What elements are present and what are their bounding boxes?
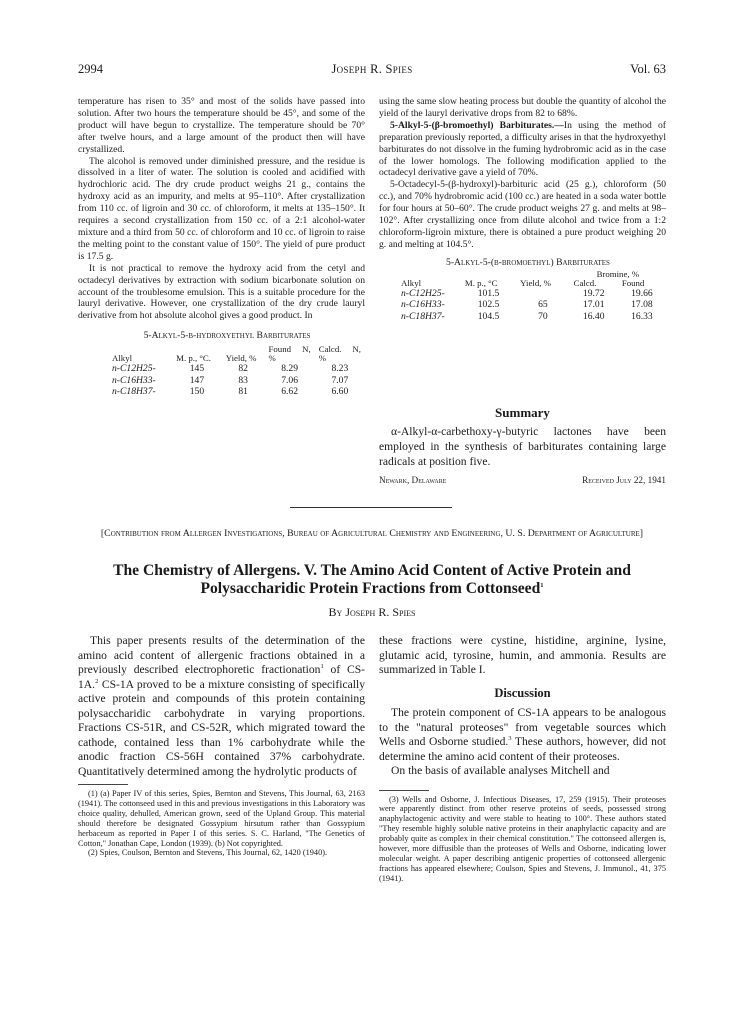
table-cell: 7.07 (331, 374, 349, 386)
table-cell (516, 288, 569, 299)
footnote-rule (379, 790, 429, 791)
table-cell: n-C16H33- (401, 299, 445, 311)
table-caption: 5-Alkyl-5-β-hydroxyethyl Barbiturates (143, 330, 311, 342)
section-run-in-heading: 5-Alkyl-5-(β-bromoethyl) Barbiturates.— (390, 119, 564, 131)
paragraph: The alcohol is removed under diminished pressure, and the residue is dissolved in a liter of water. The solution is cooled and acidified with hydrochloric acid. The dry crude product weighs 21 g., contains the hydroxy acid as an impurity, and melts at 95–110°. After crystallization from 110 cc. of ligroin and 30 cc. of chloroform, it melts at 135–150°. It requires a second crystallization from 150 cc. of a 2:1 alcohol-water mixture and a third from 50 cc. of chloroform and 10 cc. of ligroin to raise the melting point to the constant value of 150°. The yield of pure product is 17.5 g. (78, 155, 365, 262)
summary-text: α-Alkyl-α-carbethoxy-γ-butyric lactones have been employed in the synthesis of barbiturates containing large radicals at position five. (379, 425, 666, 468)
table-row (397, 311, 666, 322)
footnotes (78, 789, 365, 858)
section-divider (290, 507, 452, 508)
table-cell: 70 (538, 310, 548, 322)
upper-left-column (78, 96, 365, 397)
paragraph: The protein component of CS-1A appears to be analogous to the "natural proteoses" from vegetable sources which Wells and Osborne studied.$^3$ These authors, however, did not determine the amino acid content of their proteoses. (379, 706, 666, 763)
table-cell: 147 (189, 374, 205, 386)
table-cell: 16.40 (582, 310, 605, 322)
table-row (108, 363, 365, 374)
table-cell: 65 (538, 299, 548, 311)
table-cell: n-C18H37- (112, 385, 156, 397)
paragraph: 5-Octadecyl-5-(β-hydroxyl)-barbituric acid (25 g.), chloroform (50 cc.), and 70% hydrobromic acid (100 cc.) are heated in a soda water bottle for four hours at 50–60°. The crude product weighs 27 g. and melts at 98–102°. After crystallizing once from dilute alcohol and twice from a 1:2 chloroform-ligroin mixture, there is obtained a pure product weighing 20 g. and melting at 104.5°. (379, 179, 666, 250)
table-header: Found N, % (268, 344, 311, 364)
table-cell: 17.08 (631, 299, 653, 311)
footnotes (379, 795, 666, 884)
table-header: M. p., °C. (176, 353, 211, 364)
footnote-rule (78, 784, 128, 785)
table-cell: 82 (238, 363, 248, 375)
footnote: (1) (a) Paper IV of this series, Spies, Bernton and Stevens, This Journal, 63, 2163 (1941). The cottonseed used in this and previous investigations in this Laboratory was choice quality, dehulled, American grown, seed of the Upland Group. This material should therefore be designated Gossypium hirsutum rather than Gossypium herbaceum as reported in Paper I of this series. S. C. Harland, "The Genetics of Cotton," Jonathan Cape, London (1939). (b) Not copyrighted. (78, 789, 365, 848)
table-cell: n-C12H25- (112, 363, 156, 375)
table-header: Alkyl (112, 353, 133, 364)
table-header: Yield, % (520, 277, 551, 288)
table-cell: 19.66 (631, 287, 653, 299)
received-date: Received July 22, 1941 (582, 475, 666, 485)
table-header: Yield, % (225, 353, 257, 364)
discussion-heading: Discussion (494, 685, 551, 700)
hydroxyethyl-table (108, 345, 365, 397)
upper-right-column (379, 96, 666, 322)
table-header: Alkyl (401, 277, 422, 288)
table-caption: 5-Alkyl-5-(β-bromoethyl) Barbiturates (446, 256, 610, 268)
contribution-note: [Contribution from Allergen Investigations, Bureau of Agricultural Chemistry and Engineering, U. S. Department of Agriculture] (100, 528, 644, 539)
footnote: (3) Wells and Osborne, J. Infectious Diseases, 17, 259 (1915). Their proteoses were apparently distinct from other reserve proteins of seeds, possessed strong anaphylactogenic activity and were stable to heating to 100°. These authors stated "They resemble highly soluble native proteins in their anaphylactic capacity and are probably quite as complex in their chemical constitution." The cottonseed allergen is, however, more diffusible than the proteoses of Wells and Osborne, indicating lower molecular weight. A paper describing antigenic properties of cottonseed allergenic fractions has appeared elsewhere; Coulson, Spies and Stevens, J. Immunol., 41, 375 (1941). (379, 794, 666, 883)
summary-heading: Summary (495, 405, 550, 420)
byline: By Joseph R. Spies (328, 605, 416, 619)
paragraph: It is not practical to remove the hydroxy acid from the cetyl and octadecyl derivatives by extraction with sodium bicarbonate solution on account of the troublesome emulsion. This is a suitable procedure for the lauryl derivative. However, one crystallization of the dry crude lauryl derivative from hot absolute alcohol gives a good product. In (78, 262, 365, 322)
table-cell: 104.5 (477, 310, 500, 322)
footnote: (2) Spies, Coulson, Bernton and Stevens, This Journal, 62, 1420 (1940). (88, 848, 328, 858)
table-cell: n-C12H25- (401, 287, 445, 299)
page-number: 2994 (78, 62, 103, 76)
table-cell: 19.72 (582, 287, 605, 299)
table-cell: 145 (189, 363, 205, 375)
paragraph: using the same slow heating process but double the quantity of alcohol the yield of the lauryl derivative drops from 82 to 68%. (379, 96, 666, 119)
summary-section (379, 405, 666, 469)
bromoethyl-table (397, 270, 666, 322)
paragraph: these fractions were cystine, histidine, arginine, lysine, glutamic acid, tyrosine, humin, and ammonia. Results are summarized in Table I. (379, 634, 666, 676)
table-cell: 16.33 (631, 310, 653, 322)
article-title: The Chemistry of Allergens. V. The Amino Acid Content of Active Protein and Polysaccharidic Protein Fractions from Cottonseed$^1$ (113, 562, 631, 597)
table-cell: 8.23 (331, 363, 349, 375)
table-cell: 150 (189, 385, 205, 397)
table-row (108, 375, 365, 386)
paragraph: temperature has risen to 35° and most of the solids have passed into solution. After two hours the temperature should be 45°, and some of the product will have begun to crystallize. The temperature should be 70° after twelve hours, and a large amount of the product then will have crystallized. (78, 96, 365, 155)
table-header: Calcd. N, % (318, 344, 361, 364)
lower-right-column (379, 634, 666, 884)
table-header: M. p., °C (464, 277, 498, 288)
table-cell: 102.5 (477, 299, 500, 311)
table-cell: 17.01 (582, 299, 605, 311)
paragraph: On the basis of available analyses Mitchell and (391, 764, 610, 777)
table-cell: n-C18H37- (401, 310, 445, 322)
table-cell: 8.29 (281, 363, 298, 375)
table-cell: 7.06 (281, 374, 298, 386)
table-cell: 83 (238, 374, 248, 386)
table-cell: n-C16H33- (112, 374, 156, 386)
table-row (397, 288, 666, 299)
table-cell: 81 (238, 385, 248, 397)
volume-label: Vol. 63 (630, 62, 666, 76)
table-row (397, 299, 666, 310)
table-header: Calcd. (573, 277, 597, 288)
location: Newark, Delaware (379, 475, 447, 485)
paragraph: This paper presents results of the determination of the amino acid content of allergenic fractions obtained in a previously described electrophoretic fractionation$^1$ of CS-1A.$^2$ CS-1A proved to be a mixture consisting of specifically active protein and compounds of this protein containing polysaccharidic carbohydrate in varying proportions. Fractions CS-51R, and CS-52R, which migrated toward the cathode, contained less than 1% carbohydrate while the anodic fraction CS-56H contained 37% carbohydrate. Quantitatively determined among the hydrolytic products of (78, 634, 365, 778)
paragraph: 5-Alkyl-5-(β-bromoethyl) Barbiturates.—In using the method of preparation previously reported, a difficulty arises in that the hydroxyethyl barbiturates do not dissolve in the fuming hydrobromic acid as in the case of the lower homologs. The following modification applied to the octadecyl derivative gave a yield of 70%. (379, 119, 666, 179)
table-header: Found (621, 277, 645, 288)
lower-left-column (78, 634, 365, 858)
table-group-header: Bromine, % (596, 268, 640, 279)
table-cell: 101.5 (477, 287, 500, 299)
table-cell: 6.60 (331, 385, 349, 397)
signoff (379, 475, 666, 485)
table-cell: 6.62 (281, 385, 298, 397)
running-header (78, 62, 666, 78)
table-row (108, 386, 365, 397)
running-title: Joseph R. Spies (331, 62, 413, 76)
